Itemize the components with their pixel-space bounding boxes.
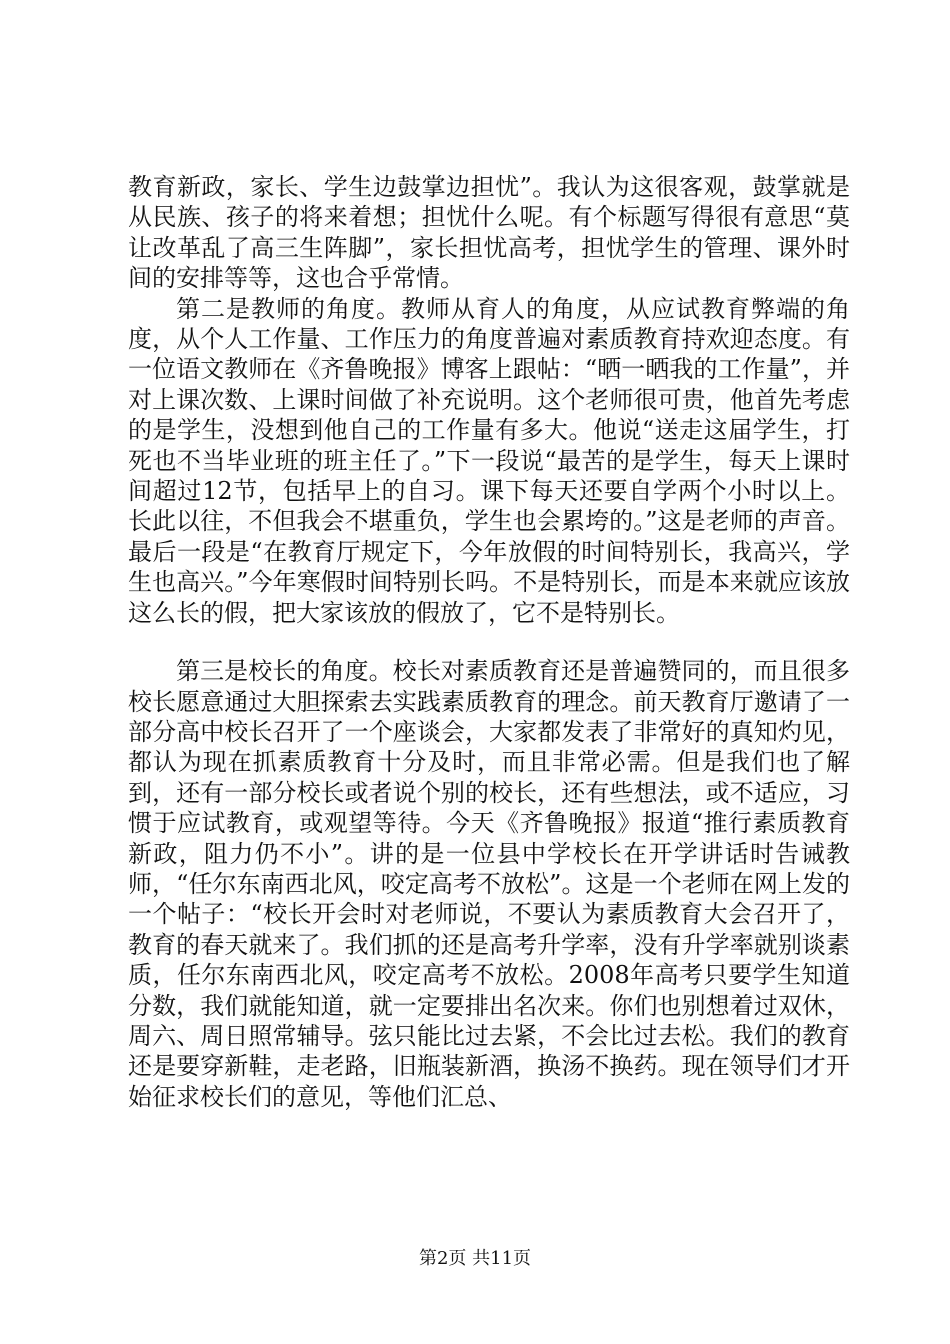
paragraph-gap (128, 628, 850, 656)
document-body (128, 172, 850, 1112)
paragraph-1: 教育新政，家长、学生边鼓掌边担忧”。我认为这很客观，鼓掌就是从民族、孩子的将来着想；担忧什么呢。有个标题写得很有意思“莫让改革乱了高三生阵脚”，家长担忧高考，担忧学生的管理、课外时间的安排等等，这也合乎常情。 (128, 173, 850, 293)
paragraph-3: 第三是校长的角度。校长对素质教育还是普遍赞同的，而且很多校长愿意通过大胆探索去实践素质教育的理念。前天教育厅邀请了一部分高中校长召开了一个座谈会，大家都发表了非常好的真知灼见，都认为现在抓素质教育十分及时，而且非常必需。但是我们也了解到，还有一部分校长或者说个别的校长，还有些想法，或不适应，习惯于应试教育，或观望等待。今天《齐鲁晚报》报道“推行素质教育新政，阻力仍不小”。讲的是一位县中学校长在开学讲话时告诫教师，“任尔东南西北风，咬定高考不放松”。这是一个老师在网上发的一个帖子：“校长开会时对老师说，不要认为素质教育大会召开了，教育的春天就来了。我们抓的还是高考升学率，没有升学率就别谈素质，任尔东南西北风，咬定高考不放松。2008年高考只要学生知道分数，我们就能知道，就一定要排出名次来。你们也别想着过双休，周六、周日照常辅导。弦只能比过去紧，不会比过去松。我们的教育还是要穿新鞋，走老路，旧瓶装新酒，换汤不换药。现在领导们才开始征求校长们的意见，等他们汇总、 (128, 657, 850, 1111)
page-footer: 第2页 共11页 (418, 1248, 532, 1269)
paragraph-2: 第二是教师的角度。教师从育人的角度，从应试教育弊端的角度，从个人工作量、工作压力的角度普遍对素质教育持欢迎态度。有一位语文教师在《齐鲁晚报》博客上跟帖：“晒一晒我的工作量”，并对上课次数、上课时间做了补充说明。这个老师很可贵，他首先考虑的是学生，没想到他自己的工作量有多大。他说“送走这届学生，打死也不当毕业班的班主任了。”下一段说“最苦的是学生，每天上课时间超过12节，包括早上的自习。课下每天还要自学两个小时以上。长此以往，不但我会不堪重负，学生也会累垮的。”这是老师的声音。最后一段是“在教育厅规定下，今年放假的时间特别长，我高兴，学生也高兴。”今年寒假时间特别长吗。不是特别长，而是本来就应该放这么长的假，把大家该放的假放了，它不是特别长。 (128, 294, 850, 627)
